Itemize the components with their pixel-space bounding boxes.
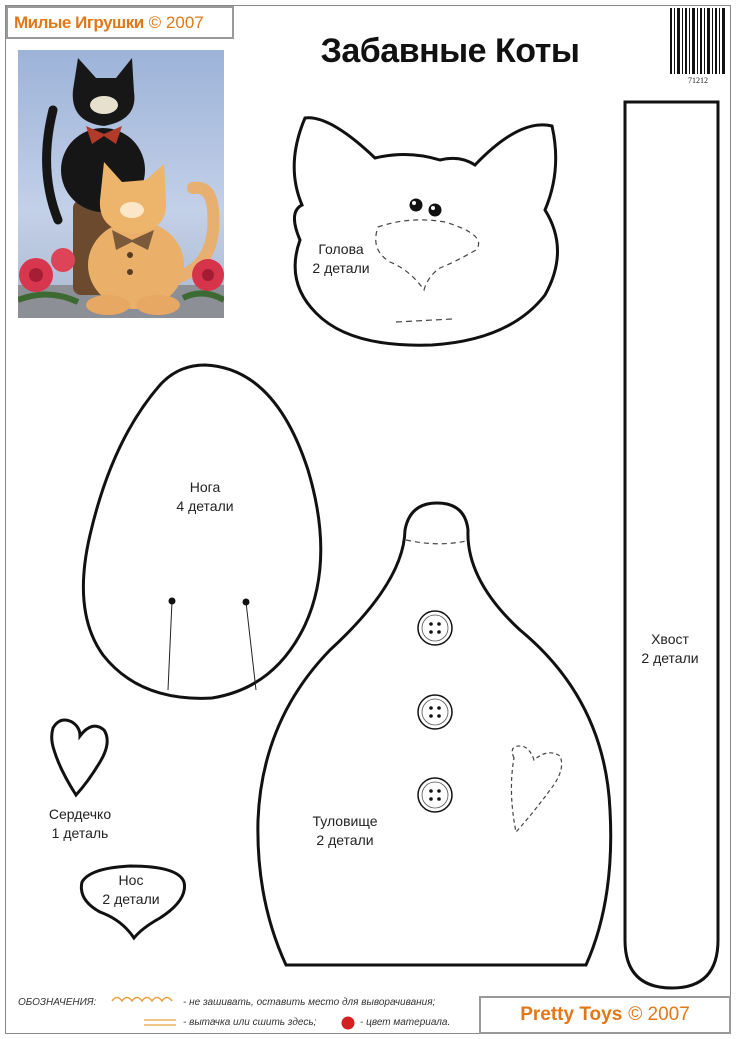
button-icon [418,778,452,812]
head-pattern [294,118,557,345]
leg-label: Нога 4 детали [176,479,234,514]
open-seam-symbol [112,998,172,1002]
heart-pattern [52,720,107,795]
material-color-dot [342,1017,355,1030]
footer-badge [479,996,731,1034]
nose-label: Нос 2 детали [102,872,160,907]
body-label: Туловище 2 детали [312,813,378,848]
page-title: Забавные Коты [320,32,580,70]
footer-year: © 2007 [628,1004,690,1025]
heart-label: Сердечко 1 деталь [48,806,112,841]
legend-color: - цвет материала. [360,1017,451,1028]
barcode-number: 71212 [688,76,708,85]
tail-pattern [625,102,718,988]
button-icon [418,611,452,645]
eye-dot [429,204,442,217]
brand-name: Милые Игрушки [14,12,144,32]
tail-label: Хвост 2 детали [641,631,699,666]
footer-brand: Pretty Toys [520,1004,623,1025]
button-icon [418,695,452,729]
legend-dart: - вытачка или сшить здесь; [183,1017,317,1028]
leg-pattern [83,365,320,698]
legend-label: ОБОЗНАЧЕНИЯ: [18,997,97,1008]
head-label: Голова 2 детали [312,241,370,276]
eye-dot [410,199,423,212]
brand-year: © 2007 [148,12,204,32]
legend-open-seam: - не зашивать, оставить место для выворачивания; [183,997,436,1008]
